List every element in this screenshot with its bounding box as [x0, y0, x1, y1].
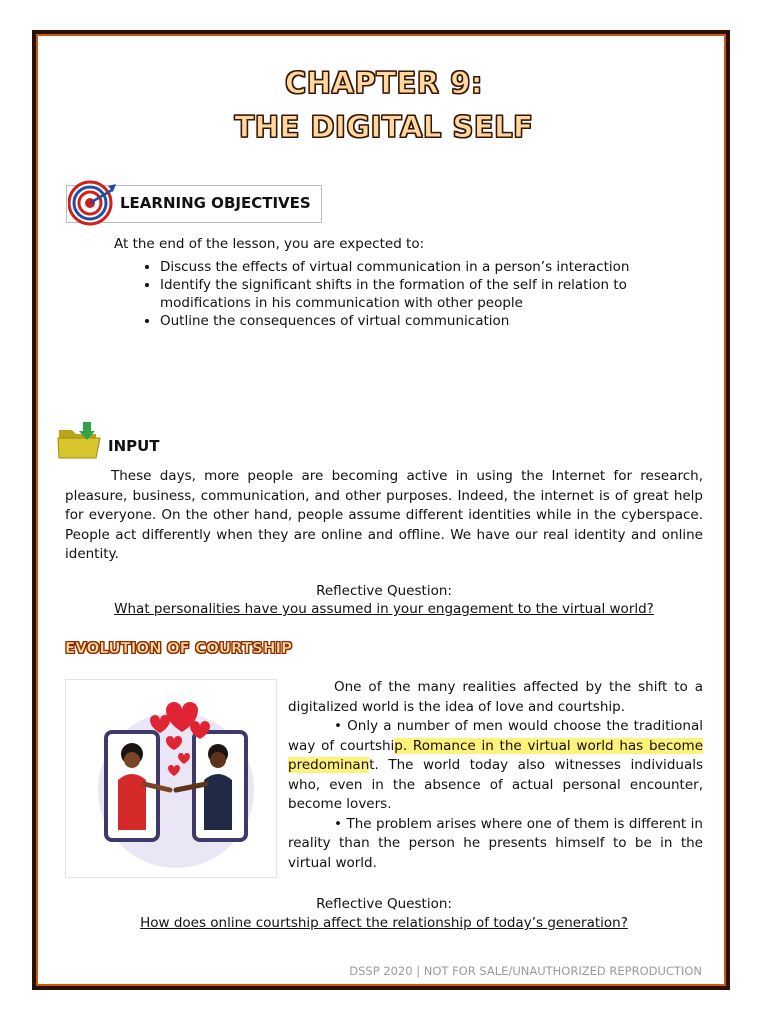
input-paragraph: These days, more people are becoming active in using the Internet for research, pleasure, business, communication, and other purposes. Indeed, the internet is of great help for everyone. On the other hand, people assume different identities while in the cyberspace. People act differently when they are online and offline. We have our real identity and online identity.	[65, 468, 703, 562]
target-icon	[68, 180, 118, 230]
courtship-paragraph-3: • The problem arises where one of them is different in reality than the person he presents himself to be in the virtual world.	[288, 815, 703, 871]
list-item: • Identify the significant shifts in the formation of the self in relation to modifications in his communication with other people	[160, 276, 680, 312]
courtship-paragraph-2	[288, 717, 703, 815]
footer-copyright: DSSP 2020 | NOT FOR SALE/UNAUTHORIZED REPRODUCTION	[349, 964, 702, 978]
paragraph-text: t. The world today also witnesses individuals who, even in the absence of actual personal encounter, become lovers.	[288, 757, 703, 812]
folder-download-icon	[56, 420, 104, 462]
courtship-heading: EVOLUTION OF COURTSHIP	[65, 639, 293, 657]
reflective-question: How does online courtship affect the relationship of today’s generation?	[140, 915, 628, 931]
objectives-list	[140, 258, 680, 330]
courtship-text	[288, 678, 703, 873]
objectives-intro: At the end of the lesson, you are expected to:	[114, 236, 425, 252]
courtship-paragraph-1: One of the many realities affected by the shift to a digitalized world is the idea of love and courtship.	[288, 679, 703, 715]
paragraph-text: • Only a number of men would choose the traditional way of courtshi	[288, 718, 703, 754]
input-heading: INPUT	[108, 437, 160, 455]
highlighted-text: p. Romance in the virtual world has become predominan	[288, 737, 703, 773]
reflective-question-label: Reflective Question:	[316, 896, 452, 912]
learning-objectives-heading: LEARNING OBJECTIVES	[120, 194, 311, 212]
reflective-question: What personalities have you assumed in your engagement to the virtual world?	[114, 601, 654, 617]
chapter-number: CHAPTER 9:	[284, 66, 484, 100]
list-item: • Discuss the effects of virtual communication in a person’s interaction	[160, 258, 680, 276]
online-courtship-illustration	[65, 679, 277, 878]
list-item: • Outline the consequences of virtual communication	[160, 312, 680, 330]
couple-phones-image	[66, 680, 276, 877]
chapter-title: THE DIGITAL SELF	[234, 110, 534, 144]
reflective-question-label: Reflective Question:	[316, 583, 452, 599]
